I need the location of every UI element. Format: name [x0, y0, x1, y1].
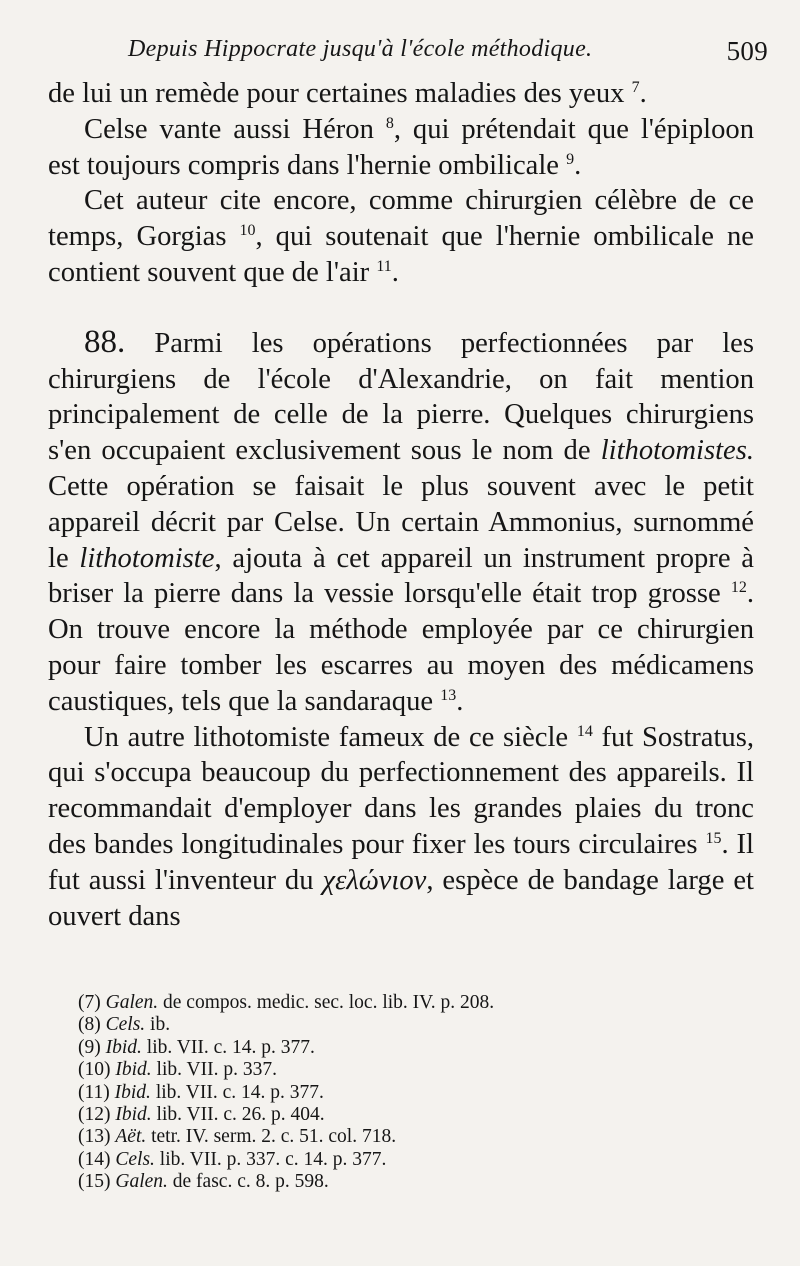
footnote-ref: 11: [376, 257, 392, 275]
footnote-text: tetr. IV. serm. 2. c. 51. col. 718.: [146, 1126, 397, 1148]
footnote-text: ib.: [145, 1014, 171, 1036]
italic-term: lithotomiste: [79, 542, 215, 574]
paragraph-1: [48, 76, 754, 112]
footnote: [78, 1171, 678, 1193]
section-number: 88.: [84, 323, 126, 360]
footnote-ref: 14: [576, 722, 593, 740]
footnote-number: (7): [78, 992, 101, 1013]
footnote-text: lib. VII. c. 14. p. 377.: [141, 1036, 315, 1058]
footnote-text: lib. VII. p. 337.: [151, 1059, 277, 1081]
text-run: , qui prétendait que l'épiploon est toujours compris dans l'hernie ombilicale: [48, 113, 754, 181]
text-run: .: [574, 149, 582, 181]
footnote-number: (15): [78, 1171, 111, 1193]
text-run: . On trouve encore la méthode employée par ce chirurgien pour faire tomber les escarres au moyen des médicamens caustiques, tels que la sandaraque: [48, 578, 754, 717]
footnote-ref: 7: [631, 79, 640, 96]
text-run: Un autre lithotomiste fameux de ce siècle: [84, 721, 569, 753]
footnote-source: Ibid.: [105, 1036, 142, 1058]
footnote: [78, 1014, 678, 1036]
footnote: [78, 992, 678, 1014]
footnote-number: (13): [78, 1126, 111, 1148]
footnote: [78, 1126, 678, 1148]
footnote-source: Cels.: [105, 1014, 146, 1036]
footnote-number: (9): [78, 1036, 101, 1058]
text-run: , ajouta à cet appareil un instrument propre à briser la pierre dans la vessie lorsqu'elle était trop grosse: [48, 542, 754, 610]
footnote-text: lib. VII. p. 337. c. 14. p. 377.: [154, 1148, 387, 1170]
text-run: .: [456, 685, 464, 717]
footnote-ref: 12: [730, 579, 747, 597]
footnote-source: Ibid.: [115, 1104, 152, 1126]
footnote-ref: 15: [705, 829, 722, 847]
paragraph-5: [48, 720, 754, 935]
footnote-source: Ibid.: [115, 1059, 152, 1081]
text-run: Cet auteur cite encore, comme chirurgien célèbre de ce temps, Gorgias: [48, 185, 754, 253]
text-run: .: [639, 78, 647, 109]
greek-word: χελώνιον: [322, 864, 427, 896]
footnote: [78, 1082, 678, 1104]
footnote-source: Ibid.: [114, 1081, 151, 1103]
footnote-number: (14): [78, 1148, 111, 1170]
text-run: fut Sostratus, qui s'occupa beaucoup du perfectionnement des appareils. Il recommandait d'employer dans les grandes plaies du tronc des bandes longitudinales pour fixer les tours circulaires: [48, 721, 754, 860]
running-title: Depuis Hippocrate jusqu'à l'école méthodique.: [128, 36, 593, 62]
footnote: [78, 1104, 678, 1126]
page-number: 509: [726, 36, 768, 66]
text-run: Parmi les opérations perfectionnées par les chirurgiens de l'école d'Alexandrie, on fait mention principalement de celle de la pierre. Quelques chirurgiens s'en occupaient exclusivement sous le nom de: [48, 327, 754, 467]
running-head: [128, 36, 768, 76]
footnote-source: Aët.: [115, 1126, 147, 1148]
footnote: [78, 1037, 678, 1059]
footnote-source: Cels.: [115, 1148, 155, 1170]
text-run: de lui un remède pour certaines maladies des yeux: [48, 78, 625, 109]
footnote-ref: 13: [440, 686, 457, 704]
footnote-number: (11): [78, 1081, 110, 1103]
text-run: Cette opération se faisait le plus souvent avec le petit appareil décrit par Celse. Un certain Ammonius, surnommé le: [48, 470, 754, 574]
footnote: [78, 1149, 678, 1171]
paragraph-2: [48, 112, 754, 184]
footnote-ref: 10: [239, 222, 256, 240]
footnote-text: de compos. medic. sec. loc. lib. IV. p. 208.: [158, 992, 495, 1013]
footnote-text: lib. VII. c. 26. p. 404.: [151, 1104, 325, 1126]
footnote-source: Galen.: [115, 1171, 168, 1193]
text-run: , qui soutenait que l'hernie ombilicale ne contient souvent que de l'air: [48, 221, 754, 288]
footnote-ref: 8: [385, 114, 394, 132]
footnote-text: de fasc. c. 8. p. 598.: [167, 1171, 329, 1193]
footnote-ref: 9: [566, 150, 575, 168]
text-run: .: [391, 256, 399, 288]
text-run: . Il fut aussi l'inventeur du: [48, 828, 754, 896]
paragraph-88: [48, 325, 754, 720]
text-run: Celse vante aussi Héron: [84, 113, 374, 145]
italic-term: lithotomistes.: [600, 435, 754, 467]
footnote: [78, 1059, 678, 1081]
footnote-text: lib. VII. c. 14. p. 377.: [150, 1081, 324, 1103]
footnote-number: (10): [78, 1059, 111, 1081]
body-text: [48, 76, 754, 934]
text-run: , espèce de bandage large et ouvert dans: [48, 864, 754, 932]
footnote-number: (12): [78, 1104, 111, 1126]
footnotes: [78, 992, 678, 1194]
paragraph-3: [48, 183, 754, 290]
footnote-number: (8): [78, 1014, 101, 1036]
footnote-source: Galen.: [105, 992, 159, 1013]
